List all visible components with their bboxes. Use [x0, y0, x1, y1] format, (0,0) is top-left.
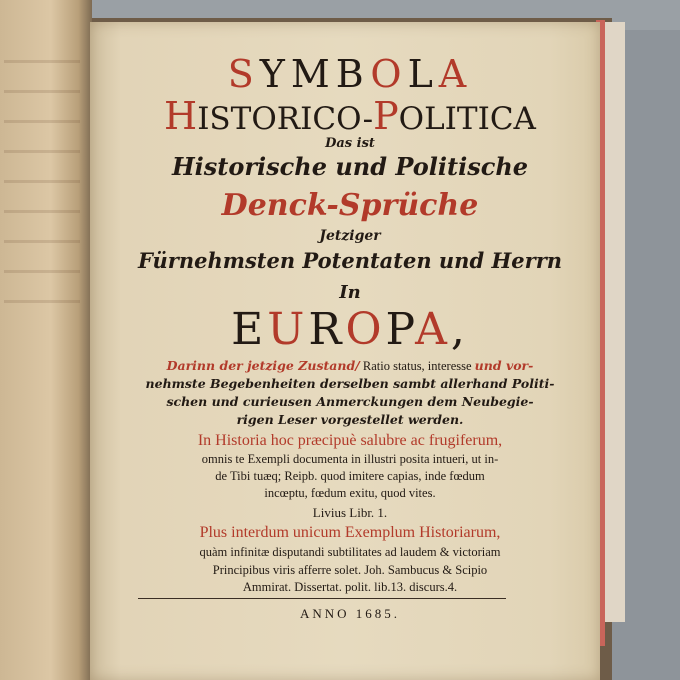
bleed-through-line — [4, 90, 80, 93]
line-in: In — [339, 282, 361, 303]
bleed-through-line — [4, 150, 80, 153]
title-symbola: SYMBOLA — [227, 52, 473, 96]
title-europa: EUROPA, — [231, 304, 469, 355]
line-jetziger: Jetziger — [319, 228, 381, 244]
german-line-3: schen und curieusen Anmerckungen dem Neubegie- — [166, 394, 534, 409]
bleed-through-line — [4, 60, 80, 63]
latin-quote-2-line-3: Principibus viris afferre solet. Joh. Sambucus & Scipio — [212, 563, 488, 577]
german-line-4: rigen Leser vorgestellet werden. — [236, 412, 464, 427]
german-line-2: nehmste Begebenheiten derselben sambt allerhand Politi- — [145, 376, 555, 391]
latin-quote-1-line-4: incœptu, fœdum exitu, quod vites. — [264, 486, 436, 500]
title-historico-politica: HISTORICO-POLITICA — [164, 94, 536, 138]
bleed-through-line — [4, 210, 80, 213]
bleed-through-line — [4, 120, 80, 123]
imprint-year: ANNO 1685. — [299, 606, 401, 621]
latin-quote-2-line-2: quàm infinitæ disputandi subtilitates ad laudem & victoriam — [199, 545, 501, 559]
german-line-1: Darinn der jetzige Zustand/ Ratio status, interesse und vor- — [166, 358, 534, 373]
bleed-through-line — [4, 300, 80, 303]
latin-quote-1-source: Livius Libr. 1. — [312, 505, 388, 520]
line-historische: Historische und Politische — [171, 152, 529, 181]
left-facing-page — [0, 0, 92, 680]
line-das-ist: Das ist — [325, 136, 375, 151]
latin-quote-1-line-3: de Tibi tuæq; Reipb. quod imitere capias, inde fœdum — [215, 469, 485, 483]
latin-quote-1-line-1: In Historia hoc præcipuè salubre ac frugiferum, — [197, 432, 503, 449]
latin-quote-2-line-1: Plus interdum unicum Exemplum Historiarum, — [199, 524, 501, 541]
rule-line — [138, 598, 506, 599]
book-board — [605, 22, 625, 622]
latin-quote-2-line-4: Ammirat. Dissertat. polit. lib.13. discurs.4. — [242, 580, 458, 594]
bleed-through-line — [4, 180, 80, 183]
line-denck-sprueche: Denck-Sprüche — [221, 188, 479, 223]
bleed-through-line — [4, 270, 80, 273]
line-fuernehmsten: Fürnehmsten Potentaten und Herrn — [137, 248, 563, 273]
bleed-through-line — [4, 240, 80, 243]
latin-quote-1-line-2: omnis te Exempli documenta in illustri posita intueri, ut in- — [201, 452, 499, 466]
